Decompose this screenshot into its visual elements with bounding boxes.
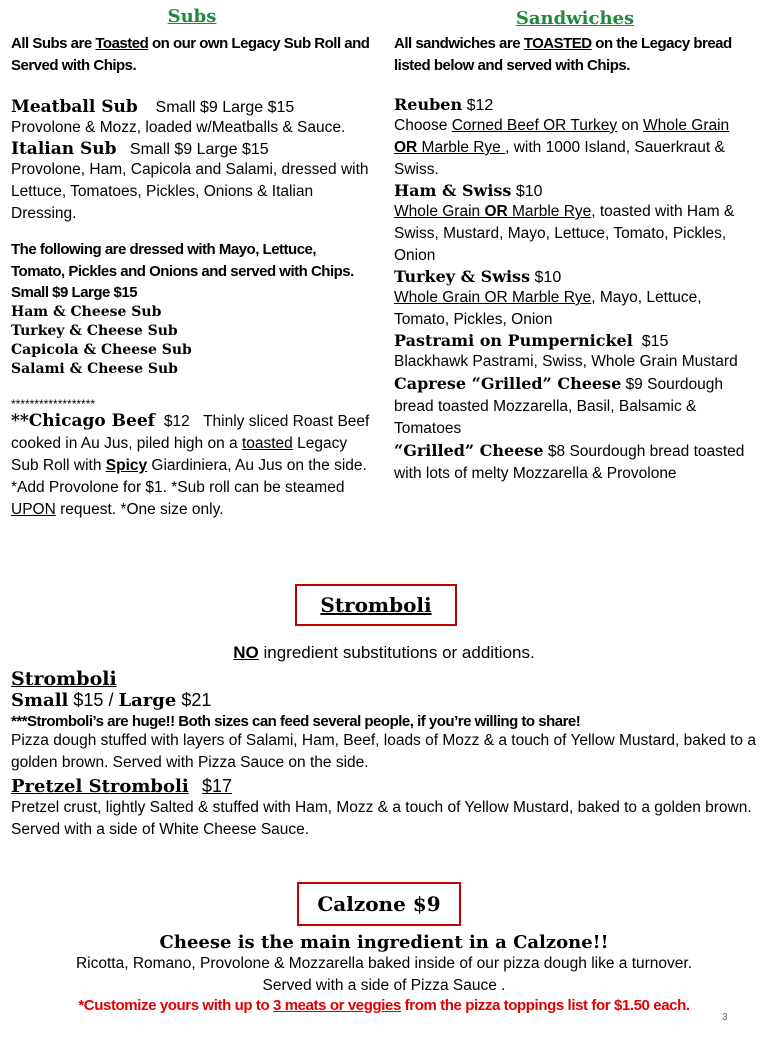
turkey-swiss-item: [394, 267, 756, 331]
stromboli-sizes: Small $15 / Large $21: [11, 690, 212, 711]
turkey-swiss-name: Turkey & Swiss: [394, 267, 531, 286]
chicago-beef-item: [11, 411, 373, 521]
meatball-sub-desc: Provolone & Mozz, loaded w/Meatballs & Sauce.: [11, 119, 346, 136]
dressed-note: The following are dressed with Mayo, Lettuce, Tomato, Pickles and Onions and served with Chips.: [11, 241, 354, 280]
reuben-price: $12: [466, 97, 494, 114]
grilled-cheese-name: “Grilled” Cheese: [394, 441, 544, 460]
italian-sub-price: Small $9 Large $15: [129, 141, 269, 158]
pastrami-desc: Blackhawk Pastrami, Swiss, Whole Grain Mustard: [394, 353, 738, 370]
dressed-list: [11, 303, 373, 379]
pretzel-stromboli-item: [11, 776, 756, 841]
pastrami-item: [394, 331, 756, 373]
calzone-headline: Cheese is the main ingredient in a Calzone!!: [159, 932, 609, 953]
sandwiches-section: [394, 8, 756, 485]
pastrami-price: $15: [641, 333, 669, 350]
stromboli-box-title: Stromboli: [320, 593, 432, 617]
chicago-beef-name: **Chicago Beef: [11, 411, 155, 431]
subs-section: [11, 6, 373, 521]
chicago-beef-desc: Thinly sliced Roast Beef cooked in Au Jus, piled high on a toasted Legacy Sub Roll with Spicy Giardiniera, Au Jus on the side. *Add Provolone for $1. *Sub roll can be steamed UPON request. *One size only.: [11, 413, 370, 518]
subs-intro: All Subs are Toasted on our own Legacy Sub Roll and Served with Chips.: [11, 35, 370, 74]
sandwiches-intro: All sandwiches are TOASTED on the Legacy bread listed below and served with Chips.: [394, 35, 732, 74]
calzone-header-box: [297, 882, 461, 926]
turkey-swiss-price: $10: [534, 269, 562, 286]
grilled-cheese-price: $8: [547, 443, 566, 460]
stromboli-desc: Pizza dough stuffed with layers of Salami, Ham, Beef, loads of Mozz & a touch of Yellow Mustard, baked to a golden brown. Served with Pizza Sauce on the side.: [11, 732, 756, 771]
separator-stars: ******************: [11, 397, 96, 411]
list-item: Ham & Cheese Sub: [11, 304, 162, 320]
reuben-item: [394, 95, 756, 181]
pretzel-stromboli-name: Pretzel Stromboli: [11, 776, 189, 797]
grilled-cheese-item: [394, 440, 756, 485]
reuben-desc: Choose Corned Beef OR Turkey on Whole Grain OR Marble Rye , with 1000 Island, Sauerkraut & Swiss.: [394, 117, 730, 178]
stromboli-no-sub-note: NO ingredient substitutions or additions.: [233, 643, 535, 662]
caprese-name: Caprese “Grilled” Cheese: [394, 374, 622, 393]
caprese-desc: Sourdough bread toasted Mozzarella, Basil, Balsamic & Tomatoes: [394, 376, 723, 437]
calzone-desc-1: Ricotta, Romano, Provolone & Mozzarella baked inside of our pizza dough like a turnover.: [75, 955, 693, 972]
ham-swiss-name: Ham & Swiss: [394, 181, 512, 200]
meatball-sub-name: Meatball Sub: [11, 97, 138, 117]
subs-title: Subs: [167, 6, 217, 27]
calzone-box-title: Calzone $9: [317, 892, 441, 916]
turkey-swiss-desc: Whole Grain OR Marble Rye, Mayo, Lettuce, Tomato, Pickles, Onion: [394, 289, 702, 328]
italian-sub-desc: Provolone, Ham, Capicola and Salami, dressed with Lettuce, Tomatoes, Pickles, Onions & Italian Dressing.: [11, 161, 369, 222]
reuben-name: Reuben: [394, 95, 463, 114]
caprese-price: $9: [625, 376, 643, 393]
list-item: Salami & Cheese Sub: [11, 361, 178, 377]
chicago-beef-price: $12: [163, 413, 190, 430]
page-number: 3: [722, 1012, 728, 1023]
pastrami-name: Pastrami on Pumpernickel: [394, 331, 633, 350]
calzone-customize-note: *Customize yours with up to 3 meats or veggies from the pizza toppings list for $1.50 each.: [78, 997, 690, 1014]
stromboli-title: Stromboli: [11, 668, 117, 690]
pretzel-stromboli-price: $17: [202, 776, 233, 796]
stromboli-section: [11, 668, 756, 841]
pretzel-stromboli-desc: Pretzel crust, lightly Salted & stuffed with Ham, Mozz & a touch of Yellow Mustard, baked to a golden brown. Served with a side of White Cheese Sauce.: [11, 799, 752, 838]
meatball-sub-item: [11, 97, 373, 139]
caprese-item: [394, 373, 756, 440]
italian-sub-item: [11, 139, 373, 225]
ham-swiss-price: $10: [515, 183, 543, 200]
ham-swiss-item: [394, 181, 756, 267]
italian-sub-name: Italian Sub: [11, 139, 117, 159]
sandwiches-title: Sandwiches: [515, 8, 635, 29]
calzone-desc-2: Served with a side of Pizza Sauce .: [262, 977, 506, 994]
ham-swiss-desc: Whole Grain OR Marble Rye, toasted with Ham & Swiss, Mustard, Mayo, Lettuce, Tomato, Pickles, Onion: [394, 203, 735, 264]
list-item: Turkey & Cheese Sub: [11, 323, 178, 339]
list-item: Capicola & Cheese Sub: [11, 342, 192, 358]
grilled-cheese-desc: Sourdough bread toasted with lots of melty Mozzarella & Provolone: [394, 443, 745, 482]
stromboli-note: ***Stromboli’s are huge!! Both sizes can feed several people, if you’re willing to share!: [11, 713, 581, 730]
meatball-sub-price: Small $9 Large $15: [155, 99, 295, 116]
dressed-price: Small $9 Large $15: [11, 284, 138, 301]
stromboli-header-box: [295, 584, 457, 626]
calzone-section: [0, 932, 768, 1014]
